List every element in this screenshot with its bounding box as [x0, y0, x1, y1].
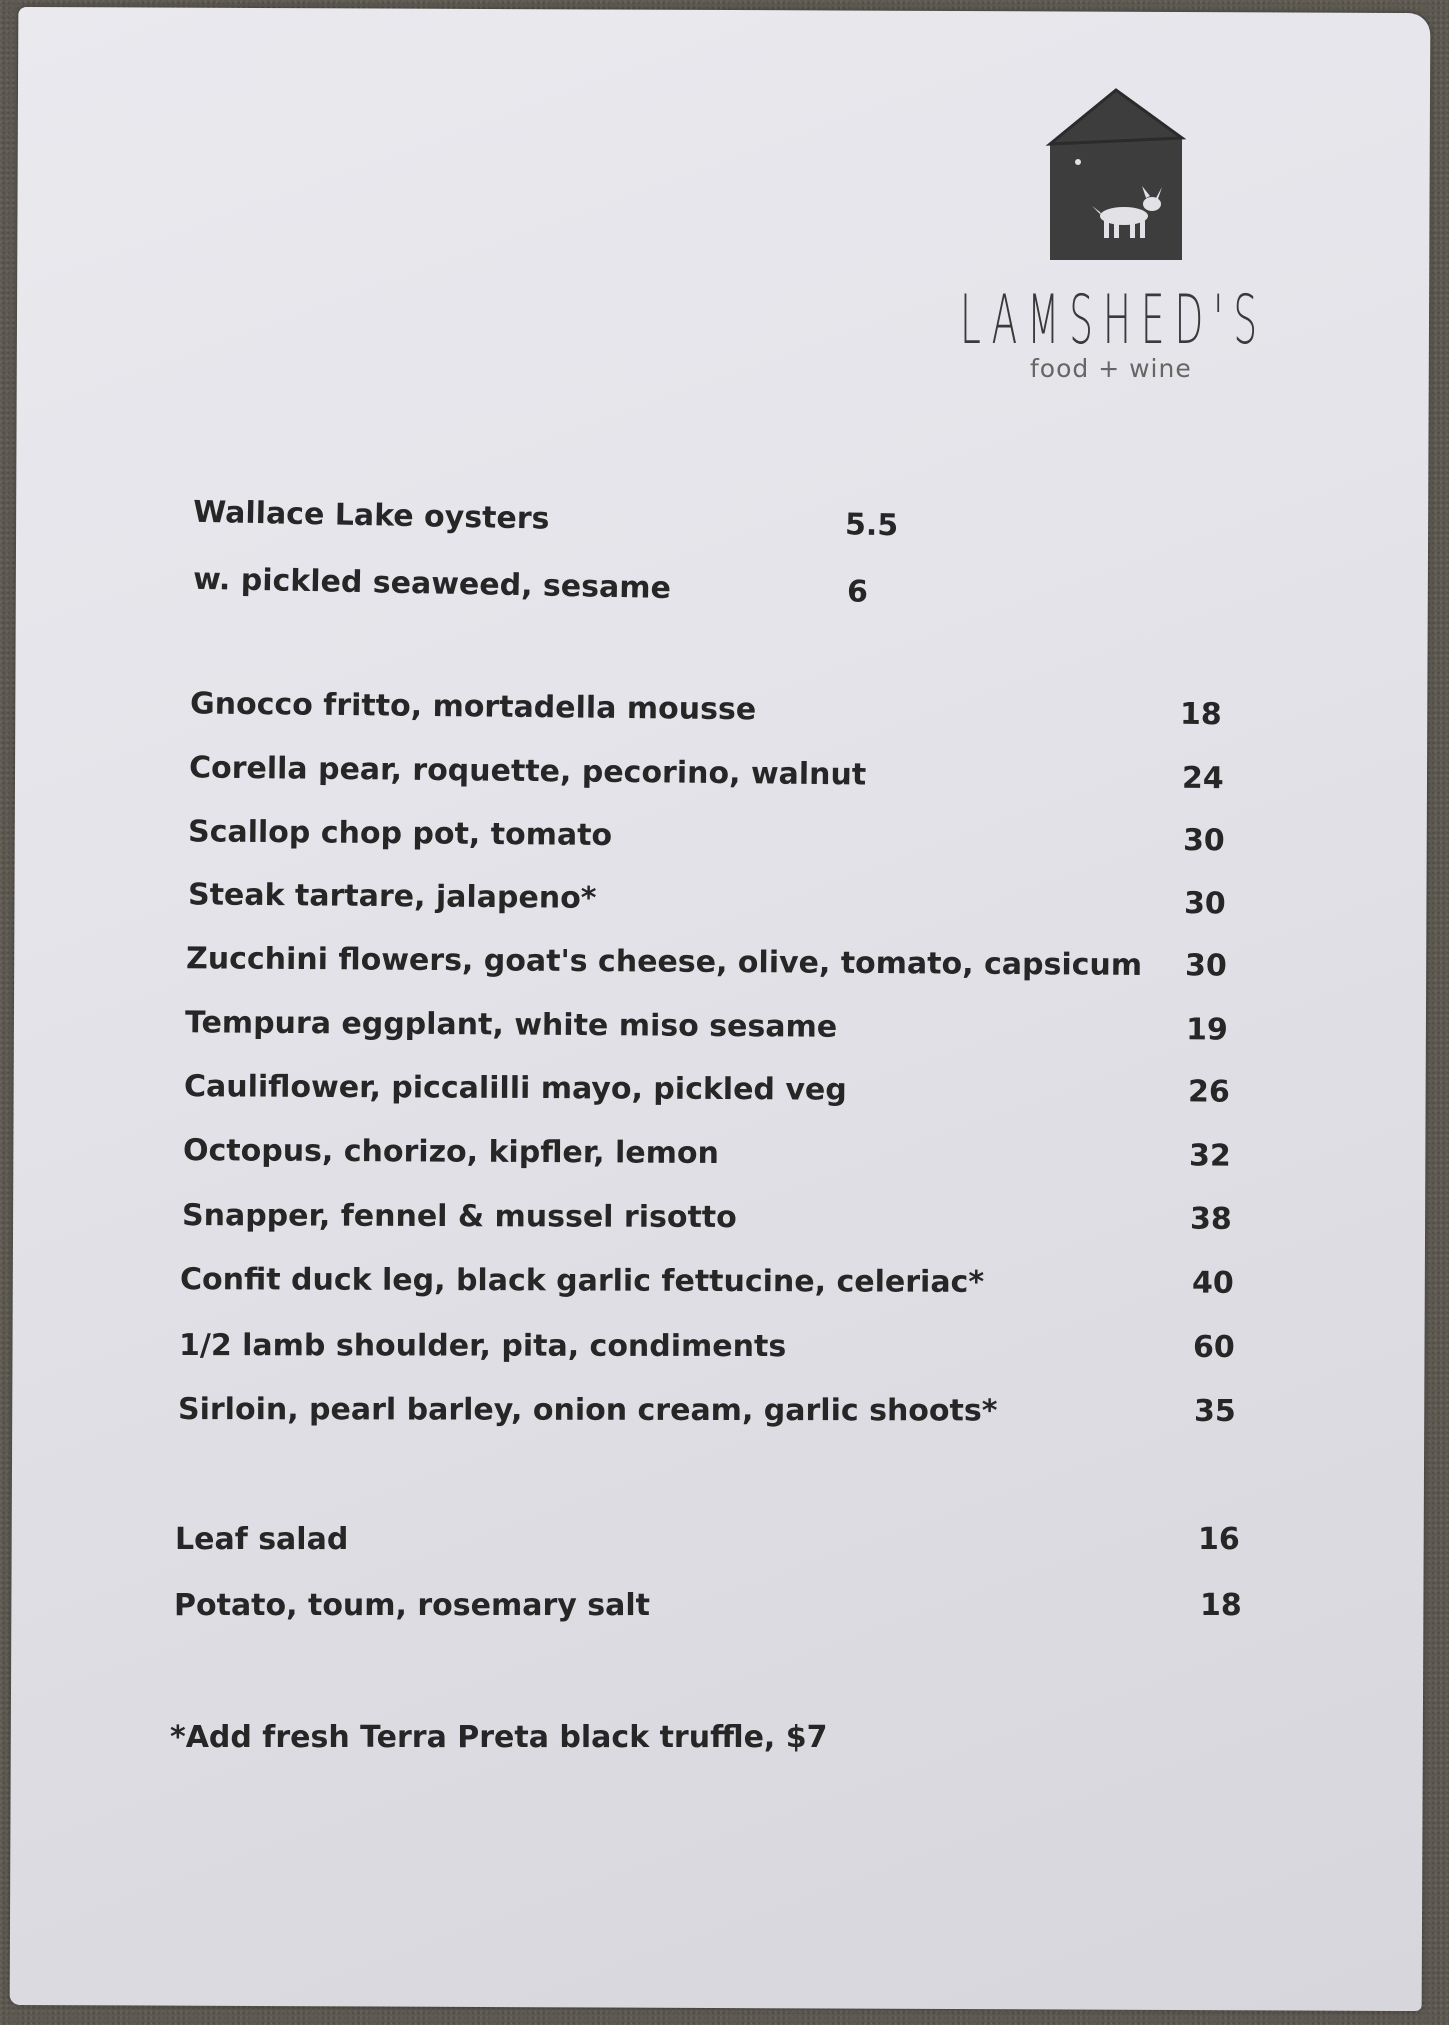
item-name: Cauliflower, piccalilli mayo, pickled veg: [183, 1069, 847, 1108]
item-price: 18: [1179, 696, 1222, 733]
item-name: Tempura eggplant, white miso sesame: [184, 1005, 838, 1045]
item-name: Sirloin, pearl barley, onion cream, garlic shoots*: [177, 1392, 998, 1429]
truffle-note: *Add fresh Terra Preta black truffle, $7: [170, 1720, 828, 1755]
menu-item: [0, 1261, 1449, 1310]
item-name: w. pickled seaweed, sesame: [192, 561, 672, 606]
item-price: 19: [1185, 1012, 1228, 1048]
item-price: 24: [1181, 760, 1224, 797]
menu-item: [0, 1392, 1449, 1439]
item-name: Corella pear, roquette, pecorino, walnut: [188, 750, 867, 793]
menu-item: [0, 1132, 1449, 1184]
brand-tagline: food + wine: [1030, 354, 1192, 383]
menu-item: [0, 1197, 1449, 1246]
item-price: 30: [1182, 823, 1225, 859]
item-price: 30: [1183, 886, 1226, 922]
item-price: 38: [1189, 1201, 1232, 1237]
item-name: Potato, toum, rosemary salt: [174, 1588, 651, 1623]
item-price: 40: [1191, 1265, 1234, 1301]
item-price: 6: [846, 574, 869, 610]
item-name: 1/2 lamb shoulder, pita, condiments: [178, 1328, 787, 1365]
item-price: 30: [1184, 948, 1227, 984]
menu-item: [0, 1588, 1449, 1632]
item-name: Gnocco fritto, mortadella mousse: [189, 686, 757, 728]
item-name: Octopus, chorizo, kipfler, lemon: [182, 1133, 720, 1171]
item-name: Steak tartare, jalapeno*: [187, 877, 597, 916]
item-name: Leaf salad: [175, 1522, 349, 1557]
item-price: 60: [1192, 1329, 1235, 1365]
menu-item: [0, 1068, 1449, 1120]
item-price: 26: [1187, 1074, 1230, 1110]
menu-item: [0, 1522, 1449, 1566]
item-price: 5.5: [844, 507, 899, 544]
house-with-goat-icon: [1042, 88, 1192, 263]
brand-name: LAMSHED'S: [960, 281, 1267, 360]
item-name: Confit duck leg, black garlic fettucine, celeriac*: [179, 1262, 985, 1300]
item-name: Snapper, fennel & mussel risotto: [181, 1198, 737, 1236]
item-name: Wallace Lake oysters: [192, 494, 550, 537]
item-price: 35: [1193, 1393, 1236, 1429]
item-name: Scallop chop pot, tomato: [187, 814, 613, 854]
item-price: 16: [1198, 1522, 1240, 1557]
item-price: 18: [1200, 1588, 1242, 1623]
brand-logo: [960, 88, 1320, 383]
menu-item: [0, 1328, 1449, 1375]
item-price: 32: [1188, 1138, 1231, 1174]
item-name: Zucchini flowers, goat's cheese, olive, tomato, capsicum: [185, 941, 1143, 983]
